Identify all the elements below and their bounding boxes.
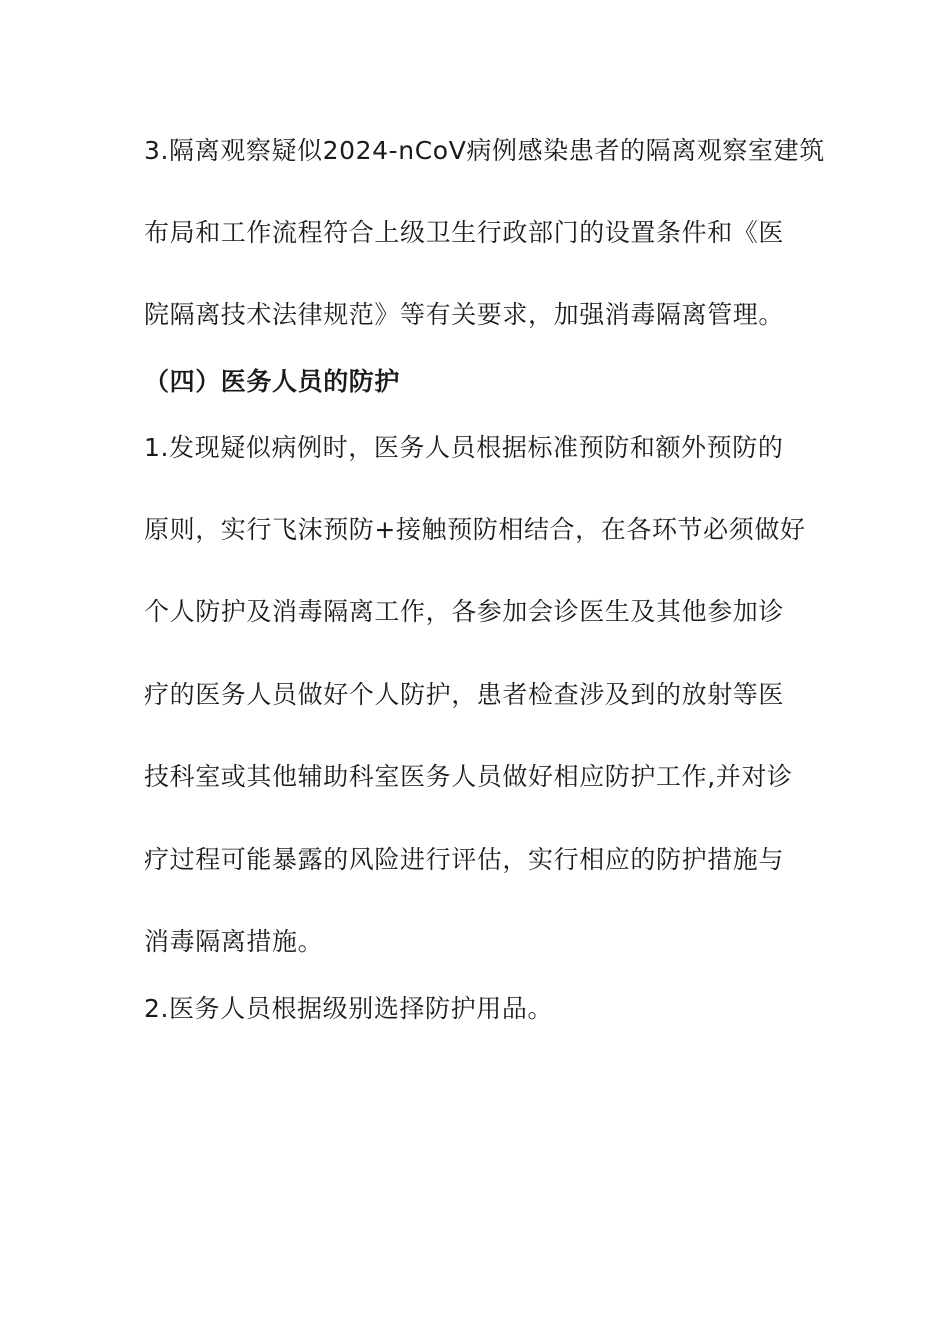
paragraph-1-line-6: 疗过程可能暴露的风险进行评估，实行相应的防护措施与 — [144, 845, 785, 874]
section-heading: （四）医务人员的防护 — [144, 367, 401, 396]
paragraph-1-line-1: 1.发现疑似病例时，医务人员根据标准预防和额外预防的 — [144, 433, 784, 462]
paragraph-1-line-5: 技科室或其他辅助科室医务人员做好相应防护工作,并对诊 — [144, 762, 793, 791]
paragraph-2-line-1: 2.医务人员根据级别选择防护用品。 — [144, 994, 554, 1023]
paragraph-1-line-3: 个人防护及消毒隔离工作，各参加会诊医生及其他参加诊 — [144, 597, 785, 626]
paragraph-1-line-7: 消毒隔离措施。 — [144, 927, 324, 956]
paragraph-3-line-1: 3.隔离观察疑似2024-nCoV病例感染患者的隔离观察室建筑 — [144, 136, 825, 165]
paragraph-3-line-3: 院隔离技术法律规范》等有关要求，加强消毒隔离管理。 — [144, 300, 785, 329]
paragraph-1-line-2: 原则，实行飞沫预防+接触预防相结合，在各环节必须做好 — [144, 515, 806, 544]
paragraph-3-line-2: 布局和工作流程符合上级卫生行政部门的设置条件和《医 — [144, 218, 785, 247]
paragraph-1-line-4: 疗的医务人员做好个人防护，患者检查涉及到的放射等医 — [144, 680, 785, 709]
